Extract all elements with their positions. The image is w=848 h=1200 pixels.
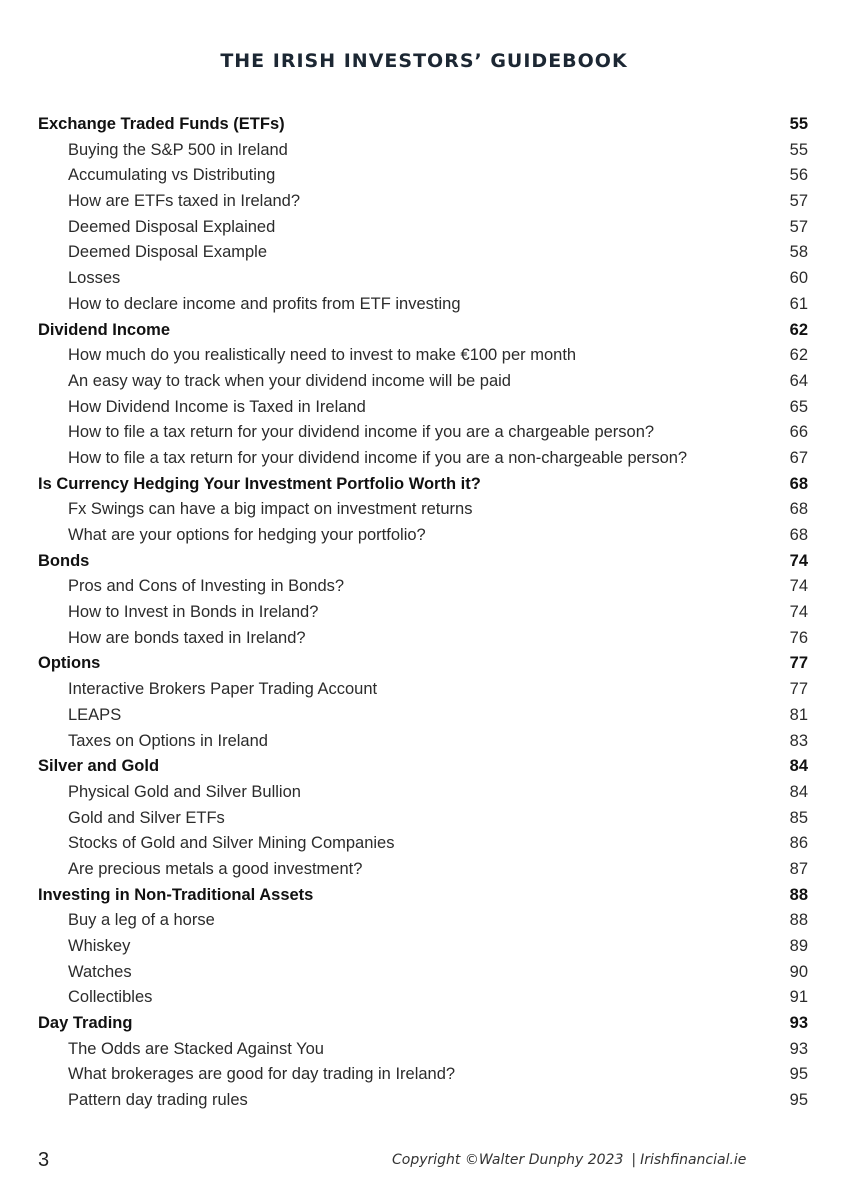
- toc-item-entry[interactable]: [38, 729, 808, 755]
- toc-entry-title: The Odds are Stacked Against You: [68, 1039, 324, 1058]
- table-of-contents: [38, 112, 808, 1114]
- toc-entry-title: How much do you realistically need to invest to make €100 per month: [68, 346, 577, 365]
- toc-entry-title: Deemed Disposal Example: [68, 243, 268, 262]
- toc-item-entry[interactable]: [38, 163, 808, 189]
- toc-item-entry[interactable]: [38, 138, 808, 164]
- toc-entry-page: 68: [789, 500, 808, 519]
- toc-item-entry[interactable]: [38, 1037, 808, 1063]
- toc-entry-title: What brokerages are good for day trading in Ireland?: [68, 1065, 456, 1084]
- toc-item-entry[interactable]: [38, 857, 808, 883]
- toc-section-entry[interactable]: [38, 318, 808, 344]
- toc-item-entry[interactable]: [38, 626, 808, 652]
- toc-entry-title: Pattern day trading rules: [68, 1091, 248, 1110]
- toc-entry-title: Gold and Silver ETFs: [68, 808, 225, 827]
- toc-item-entry[interactable]: [38, 523, 808, 549]
- toc-item-entry[interactable]: [38, 420, 808, 446]
- toc-entry-title: How to file a tax return for your dividend income if you are a non-chargeable person?: [68, 448, 688, 467]
- toc-section-entry[interactable]: [38, 1011, 808, 1037]
- toc-entry-page: 66: [789, 423, 808, 442]
- toc-item-entry[interactable]: [38, 780, 808, 806]
- toc-item-entry[interactable]: [38, 574, 808, 600]
- toc-entry-page: 85: [789, 808, 808, 827]
- toc-entry-page: 91: [789, 988, 808, 1007]
- toc-section-entry[interactable]: [38, 472, 808, 498]
- toc-item-entry[interactable]: [38, 446, 808, 472]
- toc-entry-title: What are your options for hedging your portfolio?: [68, 526, 426, 544]
- toc-entry-page: 64: [789, 371, 808, 390]
- toc-entry-title: Is Currency Hedging Your Investment Portfolio Worth it?: [38, 474, 481, 493]
- toc-entry-title: Day Trading: [38, 1014, 133, 1033]
- toc-entry-title: Watches: [68, 962, 132, 981]
- toc-entry-title: Losses: [68, 269, 121, 288]
- toc-entry-page: 77: [789, 654, 808, 673]
- toc-entry-page: 57: [789, 217, 808, 236]
- toc-entry-page: 90: [789, 962, 808, 981]
- toc-entry-title: An easy way to track when your dividend income will be paid: [68, 371, 511, 390]
- site-name: Irishfinancial.ie: [640, 1152, 747, 1168]
- toc-item-entry[interactable]: [38, 677, 808, 703]
- toc-entry-page: 58: [789, 243, 808, 262]
- toc-entry-title: How to file a tax return for your dividend income if you are a chargeable person?: [68, 423, 655, 442]
- toc-item-entry[interactable]: [38, 395, 808, 421]
- toc-entry-page: 56: [789, 166, 808, 185]
- toc-entry-title: Deemed Disposal Explained: [68, 217, 276, 236]
- toc-entry-title: Silver and Gold: [38, 757, 160, 776]
- toc-entry-page: 77: [789, 680, 808, 699]
- toc-section-entry[interactable]: [38, 651, 808, 677]
- toc-entry-page: 68: [789, 526, 808, 544]
- toc-entry-page: 81: [789, 705, 808, 724]
- toc-entry-title: Collectibles: [68, 988, 153, 1007]
- toc-entry-title: How Dividend Income is Taxed in Ireland: [68, 397, 366, 416]
- toc-item-entry[interactable]: [38, 240, 808, 266]
- toc-item-entry[interactable]: [38, 497, 808, 523]
- toc-entry-page: 65: [789, 397, 808, 416]
- toc-section-entry[interactable]: [38, 112, 808, 138]
- toc-entry-page: 62: [789, 346, 808, 365]
- toc-entry-page: 61: [789, 294, 808, 313]
- toc-entry-page: 88: [789, 885, 808, 904]
- toc-item-entry[interactable]: [38, 215, 808, 241]
- toc-entry-page: 88: [789, 911, 808, 930]
- toc-entry-page: 76: [789, 628, 808, 647]
- toc-entry-page: 67: [789, 448, 808, 467]
- toc-entry-page: 89: [789, 937, 808, 955]
- toc-item-entry[interactable]: [38, 831, 808, 857]
- toc-entry-title: Buy a leg of a horse: [68, 911, 215, 930]
- toc-entry-page: 95: [789, 1091, 808, 1110]
- toc-item-entry[interactable]: [38, 985, 808, 1011]
- toc-entry-page: 74: [789, 603, 808, 622]
- toc-entry-page: 55: [789, 140, 808, 159]
- toc-item-entry[interactable]: [38, 600, 808, 626]
- toc-item-entry[interactable]: [38, 1088, 808, 1114]
- toc-entry-page: 60: [789, 269, 808, 288]
- toc-entry-title: Pros and Cons of Investing in Bonds?: [68, 577, 345, 596]
- copyright-text: Copyright ©Walter Dunphy 2023: [392, 1152, 624, 1168]
- toc-entry-title: Fx Swings can have a big impact on investment returns: [68, 500, 473, 519]
- toc-item-entry[interactable]: [38, 806, 808, 832]
- toc-entry-page: 74: [789, 551, 808, 570]
- toc-entry-title: Bonds: [38, 551, 90, 570]
- page-title: THE IRISH INVESTORS’ GUIDEBOOK: [220, 50, 628, 72]
- toc-item-entry[interactable]: [38, 292, 808, 318]
- toc-entry-title: Whiskey: [68, 937, 131, 955]
- footer: [392, 1152, 746, 1168]
- toc-item-entry[interactable]: [38, 703, 808, 729]
- toc-entry-title: Interactive Brokers Paper Trading Account: [68, 680, 378, 699]
- toc-entry-page: 68: [789, 474, 808, 493]
- toc-entry-title: How to declare income and profits from ETF investing: [68, 294, 461, 313]
- footer-separator: |: [631, 1152, 637, 1168]
- toc-entry-title: Buying the S&P 500 in Ireland: [68, 140, 288, 159]
- toc-entry-page: 83: [789, 731, 808, 750]
- page-number: 3: [38, 1149, 50, 1171]
- toc-entry-title: How to Invest in Bonds in Ireland?: [68, 603, 319, 622]
- toc-entry-title: Accumulating vs Distributing: [68, 166, 276, 185]
- toc-item-entry[interactable]: [38, 343, 808, 369]
- toc-entry-title: LEAPS: [68, 705, 122, 724]
- toc-entry-title: How are ETFs taxed in Ireland?: [68, 192, 301, 211]
- toc-entry-title: Physical Gold and Silver Bullion: [68, 782, 301, 801]
- toc-entry-page: 86: [789, 834, 808, 853]
- toc-entry-page: 62: [789, 320, 808, 339]
- toc-item-entry[interactable]: [38, 908, 808, 934]
- toc-entry-page: 93: [789, 1039, 808, 1058]
- toc-entry-page: 84: [789, 782, 808, 801]
- toc-item-entry[interactable]: [38, 266, 808, 292]
- toc-entry-page: 84: [789, 757, 808, 776]
- toc-item-entry[interactable]: [38, 960, 808, 986]
- toc-entry-title: Are precious metals a good investment?: [68, 859, 363, 878]
- toc-entry-title: Investing in Non-Traditional Assets: [38, 885, 314, 904]
- toc-entry-title: Exchange Traded Funds (ETFs): [38, 115, 285, 133]
- toc-entry-page: 93: [789, 1014, 808, 1033]
- toc-entry-title: How are bonds taxed in Ireland?: [68, 628, 306, 647]
- toc-item-entry[interactable]: [38, 369, 808, 395]
- toc-entry-page: 74: [789, 577, 808, 596]
- toc-entry-title: Dividend Income: [38, 320, 171, 339]
- toc-section-entry[interactable]: [38, 883, 808, 909]
- toc-entry-page: 55: [789, 115, 808, 133]
- toc-entry-page: 57: [789, 192, 808, 211]
- toc-entry-title: Options: [38, 654, 101, 673]
- toc-item-entry[interactable]: [38, 1062, 808, 1088]
- toc-entry-title: Stocks of Gold and Silver Mining Companies: [68, 834, 395, 853]
- toc-section-entry[interactable]: [38, 549, 808, 575]
- toc-entry-page: 87: [789, 859, 808, 878]
- toc-entry-title: Taxes on Options in Ireland: [68, 731, 268, 750]
- toc-item-entry[interactable]: [38, 189, 808, 215]
- toc-item-entry[interactable]: [38, 934, 808, 960]
- toc-entry-page: 95: [789, 1065, 808, 1084]
- toc-section-entry[interactable]: [38, 754, 808, 780]
